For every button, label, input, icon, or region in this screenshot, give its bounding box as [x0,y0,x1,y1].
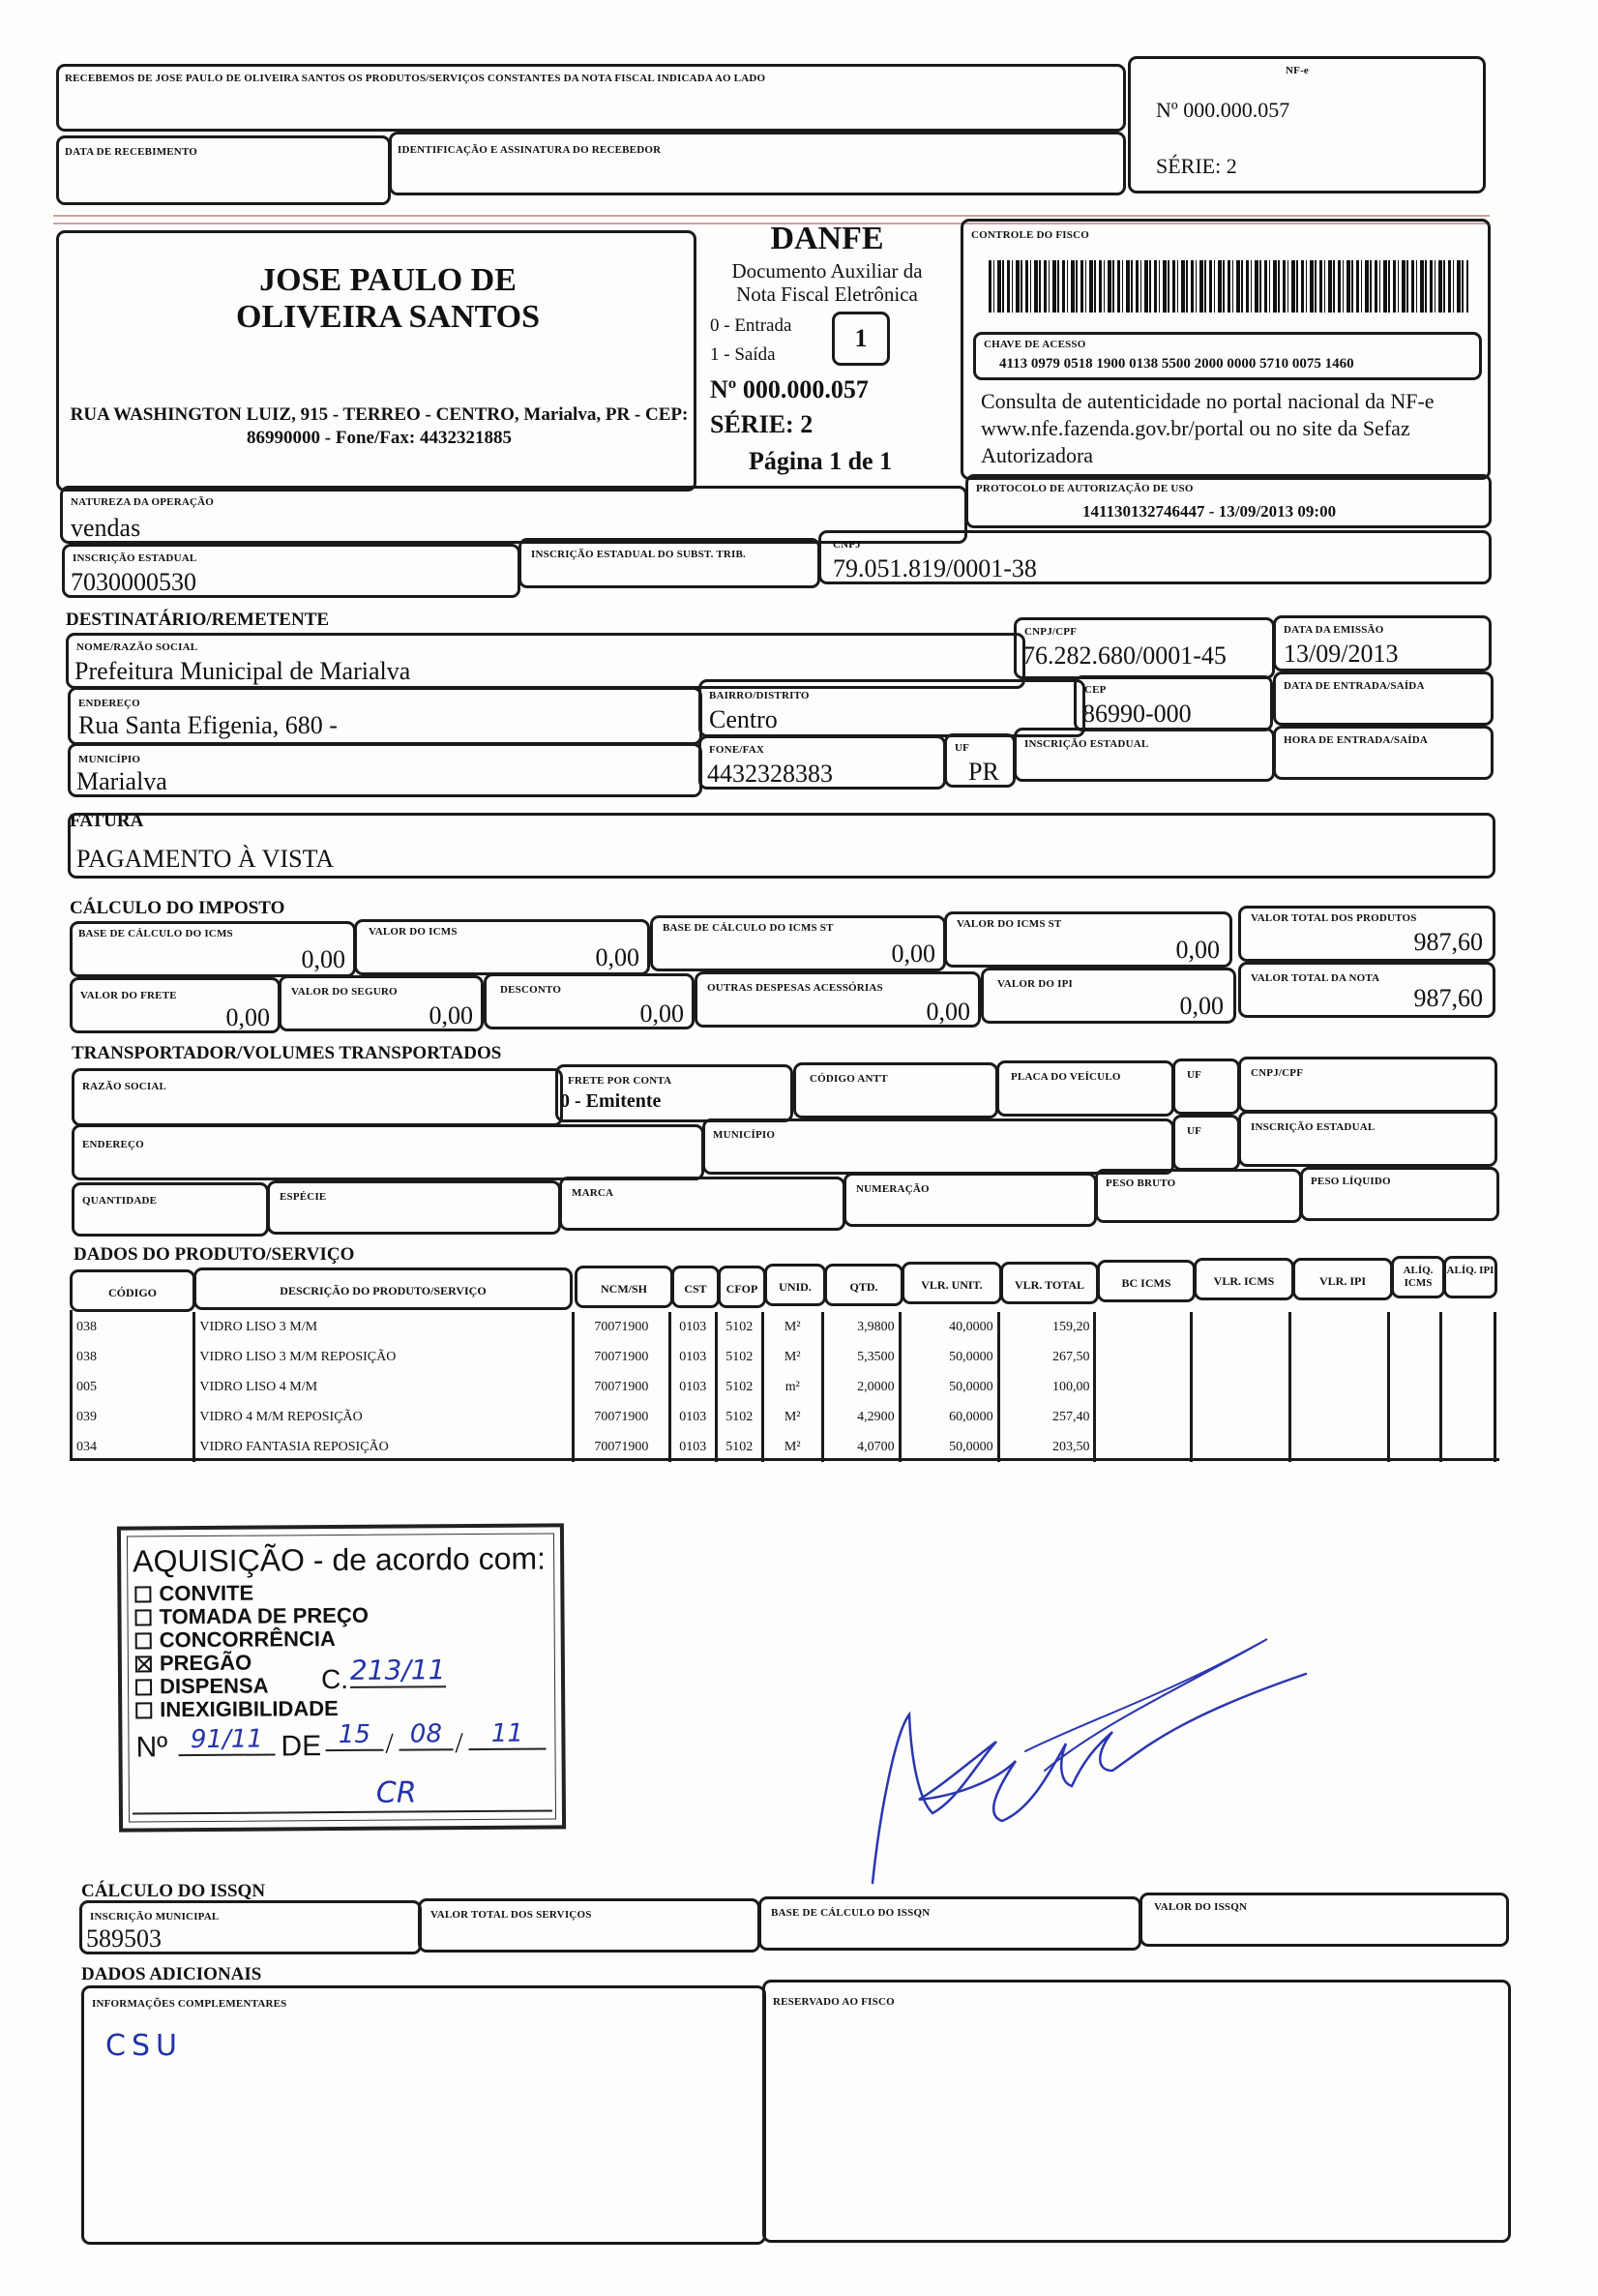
stamp-no-value: 91/11 [178,1724,275,1756]
products-table [73,1312,1496,1462]
cell-total: 159,20 [998,1312,1095,1342]
cell-cst: 0103 [669,1372,716,1402]
checkbox-convite[interactable] [134,1586,151,1602]
qty-label: QUANTIDADE [82,1195,158,1207]
plate-box [996,1060,1174,1117]
option-pregao: PREGÃO [135,1651,370,1676]
additional-section-title: DADOS ADICIONAIS [81,1964,262,1984]
recipient-cnpj-label: CNPJ/CPF [1024,626,1078,638]
cell-empty [1095,1432,1192,1462]
emission-date-label: DATA DA EMISSÃO [1284,624,1384,636]
carrier-ie-label: INSCRIÇÃO ESTADUAL [1251,1121,1376,1133]
cut-line [53,215,1490,217]
district: Centro [709,705,778,733]
issuer-name: JOSE PAULO DE OLIVEIRA SANTOS [236,262,540,335]
municipal-reg-label: INSCRIÇÃO MUNICIPAL [90,1911,220,1923]
entry-time-box [1273,726,1494,780]
freight-box [70,977,281,1033]
table-row [73,1312,1495,1342]
other-expenses: 0,00 [926,998,970,1026]
cell-empty [1192,1432,1290,1462]
total-products-label: VALOR TOTAL DOS PRODUTOS [1251,912,1417,924]
header-code: CÓDIGO [70,1269,195,1312]
protocol-box [965,474,1492,528]
cell-total: 257,40 [998,1402,1095,1432]
header-unit: UNID. [764,1264,826,1306]
base-icms-box [70,921,356,977]
fisco-control-label: CONTROLE DO FISCO [971,229,1089,241]
fisco-box [961,219,1491,480]
complementary-info-handwritten: CSU [105,2029,183,2063]
icms-label: VALOR DO ICMS [369,926,458,938]
city: Marialva [76,767,167,795]
signature-stroke [873,1674,1306,1883]
invoice-box [68,813,1495,879]
header-unit-price: VLR. UNIT. [902,1262,1002,1304]
cell-code: 005 [76,1379,97,1394]
carrier-cnpj-box [1238,1057,1497,1113]
base-icms-st-box [650,915,946,971]
option-tomada-de-preco: TOMADA DE PREÇO [134,1604,369,1629]
complementary-info-box [81,1985,766,2245]
antt-label: CÓDIGO ANTT [810,1073,888,1085]
cell-description: VIDRO 4 M/M REPOSIÇÃO [194,1402,574,1432]
recipient-name-label: NOME/RAZÃO SOCIAL [76,641,198,653]
recipient-section-title: DESTINATÁRIO/REMETENTE [66,610,330,630]
danfe-title: DANFE [770,221,884,256]
cell-qty: 2,0000 [822,1372,900,1402]
cell-empty [1290,1432,1389,1462]
stamp-day: 15 [325,1720,383,1751]
total-products: 987,60 [1413,928,1483,956]
cell-cst: 0103 [669,1432,716,1462]
cell-qty: 4,0700 [822,1432,900,1462]
cell-empty [1389,1372,1441,1402]
cell-unit-price: 50,0000 [900,1372,998,1402]
danfe-page: Página 1 de 1 [749,447,893,475]
danfe-type-value: 1 [854,324,868,352]
cell-cfop: 5102 [716,1312,762,1342]
carrier-address-box [72,1124,704,1180]
phone-box [698,735,946,790]
checkbox-concorrencia[interactable] [135,1632,152,1649]
services-total-box [418,1898,760,1953]
ie-label: INSCRIÇÃO ESTADUAL [73,552,197,564]
total-products-box [1238,906,1495,962]
cell-unit: m² [762,1372,822,1402]
cell-unit-price: 40,0000 [900,1312,998,1342]
cell-cfop: 5102 [716,1342,762,1372]
cell-empty [1440,1342,1494,1372]
cell-qty: 5,3500 [822,1342,900,1372]
cell-empty [1440,1402,1494,1432]
carrier-city-label: MUNICÍPIO [713,1129,776,1141]
table-row [73,1402,1495,1432]
cell-empty [1290,1312,1389,1342]
option-inexigibilidade: INEXIGIBILIDADE [135,1697,370,1722]
cell-empty [1389,1432,1441,1462]
stamp-c-value: 213/11 [349,1654,446,1686]
carrier-address-label: ENDEREÇO [82,1139,144,1150]
cell-ncm: 70071900 [573,1372,669,1402]
insurance-label: VALOR DO SEGURO [291,986,398,998]
checkbox-pregao-checked[interactable] [135,1655,152,1672]
net-weight-box [1300,1167,1499,1221]
discount-box [484,973,695,1029]
stamp-slash: / [385,1727,394,1760]
brand-box [559,1177,845,1231]
carrier-uf-label: UF [1187,1069,1202,1081]
issqn-value-box [1139,1893,1509,1947]
recipient-name: Prefeitura Municipal de Marialva [74,657,411,685]
receipt-signature-label: IDENTIFICAÇÃO E ASSINATURA DO RECEBEDOR [398,144,662,156]
antt-box [793,1062,998,1118]
transport-section-title: TRANSPORTADOR/VOLUMES TRANSPORTADOS [72,1043,502,1063]
acquisition-stamp [117,1523,566,1832]
carrier-name-box [72,1068,563,1126]
ie-st-label: INSCRIÇÃO ESTADUAL DO SUBST. TRIB. [531,549,746,560]
cell-empty [1095,1402,1192,1432]
freight-mode-label: FRETE POR CONTA [568,1075,672,1087]
brand-label: MARCA [572,1187,614,1199]
issuer-box [56,230,696,492]
stamp-year: 11 [468,1719,546,1751]
district-label: BAIRRO/DISTRITO [709,690,810,701]
cell-cfop: 5102 [716,1432,762,1462]
cell-description: VIDRO LISO 3 M/M [194,1312,574,1342]
cell-empty [1440,1372,1494,1402]
freight-mode-box [555,1064,793,1122]
cep-label: CEP [1084,684,1107,696]
option-convite: CONVITE [134,1581,369,1606]
tax-section-title: CÁLCULO DO IMPOSTO [70,898,285,918]
cell-empty [1192,1312,1290,1342]
qty-box [72,1182,269,1237]
entry-time-label: HORA DE ENTRADA/SAÍDA [1284,734,1429,746]
header-qty: QTD. [824,1264,903,1306]
cell-qty: 4,2900 [822,1402,900,1432]
cell-empty [1095,1372,1192,1402]
signature [851,1616,1316,1896]
carrier-uf2-box [1172,1115,1240,1171]
ipi-label: VALOR DO IPI [997,978,1073,990]
icms-box [354,919,650,975]
header-icms: VLR. ICMS [1194,1258,1294,1300]
cell-empty [1192,1372,1290,1402]
barcode [989,260,1468,313]
danfe-subtitle: Documento Auxiliar da Nota Fiscal Eletrônica [731,259,923,306]
receipt-statement: RECEBEMOS DE JOSE PAULO DE OLIVEIRA SANTOS OS PRODUTOS/SERVIÇOS CONSTANTES DA NOTA FISCAL INDICADA AO LADO [65,73,766,84]
table-row [73,1342,1495,1372]
consult-text: Consulta de autenticidade no portal nacional da NF-e www.nfe.fazenda.gov.br/portal ou no site da Sefaz Autorizadora [981,389,1435,467]
protocol-label: PROTOCOLO DE AUTORIZAÇÃO DE USO [976,483,1194,494]
danfe-series: SÉRIE: 2 [710,410,814,438]
danfe-saida: 1 - Saída [710,344,776,365]
cell-empty [1389,1402,1441,1432]
recipient-uf: PR [968,758,999,786]
ipi-box [981,968,1236,1024]
complementary-info-label: INFORMAÇÕES COMPLEMENTARES [92,1998,287,2010]
header-aliq-ipi: ALÍQ. IPI [1443,1256,1497,1298]
freight: 0,00 [225,1003,270,1031]
cell-total: 203,50 [998,1432,1095,1462]
checkbox-tomada-de-preco[interactable] [134,1609,151,1625]
access-key-box [973,332,1482,380]
receipt-nfe-box [1128,56,1486,194]
emission-date: 13/09/2013 [1284,640,1399,668]
stamp-options [134,1581,369,1722]
discount-label: DESCONTO [500,984,562,996]
issqn-section-title: CÁLCULO DO ISSQN [81,1881,266,1901]
nature: vendas [71,514,141,542]
cell-code: 039 [76,1409,97,1424]
cell-total: 267,50 [998,1342,1095,1372]
invoice-section-title: FATURA [70,811,144,831]
total-note-label: VALOR TOTAL DA NOTA [1251,972,1380,984]
insurance: 0,00 [429,1001,473,1029]
phone-label: FONE/FAX [709,744,765,756]
carrier-city-box [702,1118,1174,1175]
issuer-cnpj-label: CNPJ [833,539,861,551]
checkbox-inexigibilidade[interactable] [135,1702,152,1718]
cell-empty [1290,1402,1389,1432]
table-row [73,1432,1495,1462]
carrier-name-label: RAZÃO SOCIAL [82,1081,167,1092]
receipt-signature-box [389,132,1126,195]
access-key-label: CHAVE DE ACESSO [984,339,1086,350]
cell-empty [1389,1312,1441,1342]
header-total: VLR. TOTAL [1000,1262,1099,1304]
cell-unit-price: 50,0000 [900,1342,998,1372]
invoice-payment: PAGAMENTO À VISTA [76,845,335,873]
numbering-box [843,1173,1097,1227]
discount: 0,00 [639,999,684,1028]
recipient-address-box [68,687,702,745]
header-bc-icms: BC ICMS [1097,1260,1196,1302]
municipal-reg: 589503 [86,1924,162,1953]
cep-box [1074,675,1273,731]
icms-st: 0,00 [1175,936,1220,964]
cell-description: VIDRO FANTASIA REPOSIÇÃO [194,1432,574,1462]
danfe-block [696,221,958,482]
cell-cfop: 5102 [716,1372,762,1402]
danfe-type-box [832,312,890,366]
base-icms-st: 0,00 [891,939,935,968]
cell-cst: 0103 [669,1312,716,1342]
issuer-cnpj: 79.051.819/0001-38 [833,554,1037,582]
recipient-address-label: ENDEREÇO [78,698,140,709]
plate-label: PLACA DO VEÍCULO [1011,1071,1121,1083]
cell-code: 038 [76,1319,97,1334]
ie: 7030000530 [71,568,196,596]
ie-box [62,544,520,598]
gross-weight-label: PESO BRUTO [1106,1178,1176,1189]
cell-empty [1290,1342,1389,1372]
phone: 4432328383 [707,760,833,788]
cell-empty [1095,1312,1192,1342]
receipt-series: SÉRIE: 2 [1156,154,1237,178]
checkbox-dispensa[interactable] [135,1679,152,1695]
cell-empty [1290,1372,1389,1402]
reserved-fisco-box [762,1980,1511,2243]
cell-cfop: 5102 [716,1402,762,1432]
recipient-uf-label: UF [955,742,970,754]
cell-unit-price: 50,0000 [900,1432,998,1462]
carrier-cnpj-label: CNPJ/CPF [1251,1067,1304,1079]
total-note: 987,60 [1413,984,1483,1012]
net-weight-label: PESO LÍQUIDO [1311,1176,1391,1187]
receipt-number: Nº 000.000.057 [1156,98,1290,122]
receipt-statement-box [56,64,1126,132]
issqn-base-box [758,1896,1141,1951]
cell-ncm: 70071900 [573,1432,669,1462]
table-row [73,1372,1495,1402]
cell-code: 034 [76,1439,97,1454]
cell-unit: M² [762,1432,822,1462]
base-icms-st-label: BASE DE CÁLCULO DO ICMS ST [663,922,834,934]
header-cfop: CFOP [718,1266,766,1308]
numbering-label: NUMERAÇÃO [856,1183,930,1195]
ipi: 0,00 [1179,992,1224,1020]
icms-st-label: VALOR DO ICMS ST [957,918,1062,930]
insurance-box [279,975,484,1031]
cell-code: 038 [76,1349,97,1364]
protocol: 141130132746447 - 13/09/2013 09:00 [1082,502,1337,521]
recipient-address: Rua Santa Efigenia, 680 - [78,711,338,739]
municipal-reg-box [79,1900,422,1954]
carrier-uf2-label: UF [1187,1125,1202,1137]
cell-empty [1440,1312,1494,1342]
reserved-fisco-label: RESERVADO AO FISCO [773,1996,895,2008]
cell-ncm: 70071900 [573,1312,669,1342]
cell-description: VIDRO LISO 3 M/M REPOSIÇÃO [194,1342,574,1372]
cell-unit-price: 60,0000 [900,1402,998,1432]
stamp-de-label: DE [281,1730,322,1763]
cell-unit: M² [762,1312,822,1342]
stamp-c-label: C. [320,1663,349,1695]
stamp-month: 08 [399,1719,453,1750]
issuer-address: RUA WASHINGTON LUIZ, 915 - TERREO - CENTRO, Marialva, PR - CEP: 86990000 - Fone/Fax: 4432321885 [70,404,689,448]
other-expenses-box [695,971,981,1028]
cell-empty [1192,1402,1290,1432]
cell-ncm: 70071900 [573,1402,669,1432]
option-concorrencia: CONCORRÊNCIA [135,1627,370,1653]
products-section-title: DADOS DO PRODUTO/SERVIÇO [74,1244,355,1265]
species-box [267,1180,561,1235]
header-ncm: NCM/SH [575,1266,673,1308]
issqn-value-label: VALOR DO ISSQN [1154,1901,1248,1913]
header-cst: CST [671,1266,720,1308]
city-box [68,743,702,797]
cep: 86990-000 [1082,700,1192,728]
recipient-ie-label: INSCRIÇÃO ESTADUAL [1024,738,1149,750]
cell-unit: M² [762,1402,822,1432]
header-ipi: VLR. IPI [1292,1258,1393,1300]
danfe-number: Nº 000.000.057 [710,375,869,403]
cell-total: 100,00 [998,1372,1095,1402]
cell-cst: 0103 [669,1402,716,1432]
cell-empty [1192,1342,1290,1372]
receipt-date-box [56,135,391,205]
issuer-cnpj-box [818,530,1492,584]
stamp-slash: / [455,1727,463,1760]
emission-date-box [1273,615,1492,671]
recipient-cnpj: 76.282.680/0001-45 [1022,641,1227,670]
entry-date-box [1273,671,1494,726]
freight-mode: 0 - Emitente [560,1090,662,1112]
cell-empty [1440,1432,1494,1462]
cell-empty [1095,1342,1192,1372]
access-key: 4113 0979 0518 1900 0138 5500 2000 0000 5710 0075 1460 [999,356,1354,372]
city-label: MUNICÍPIO [78,754,141,765]
services-total-label: VALOR TOTAL DOS SERVIÇOS [430,1909,592,1921]
icms-st-box [944,911,1232,968]
issqn-base-label: BASE DE CÁLCULO DO ISSQN [771,1907,931,1919]
recipient-uf-box [944,733,1016,788]
receipt-date-label: DATA DE RECEBIMENTO [65,146,198,158]
stamp-no-label: Nº [135,1731,168,1764]
danfe-entrada: 0 - Entrada [710,315,792,336]
total-note-box [1238,962,1495,1018]
header-aliq-icms: ALÍQ. ICMS [1391,1256,1445,1298]
freight-label: VALOR DO FRETE [80,990,177,1001]
header-description: DESCRIÇÃO DO PRODUTO/SERVIÇO [193,1267,573,1310]
cell-qty: 3,9800 [822,1312,900,1342]
nature-label: NATUREZA DA OPERAÇÃO [71,496,215,508]
recipient-cnpj-box [1014,617,1275,679]
receipt-nfe-label: NF-e [1286,65,1310,76]
cell-unit: M² [762,1342,822,1372]
stamp-initials: CR [375,1775,417,1810]
cell-description: VIDRO LISO 4 M/M [194,1372,574,1402]
base-icms-label: BASE DE CÁLCULO DO ICMS [78,928,233,939]
entry-date-label: DATA DE ENTRADA/SAÍDA [1284,680,1425,692]
other-expenses-label: OUTRAS DESPESAS ACESSÓRIAS [707,982,883,994]
stamp-title: AQUISIÇÃO - de acordo com: [133,1540,547,1579]
species-label: ESPÉCIE [280,1191,327,1203]
cell-empty [1389,1342,1441,1372]
gross-weight-box [1095,1169,1302,1223]
carrier-ie-box [1238,1111,1497,1167]
base-icms: 0,00 [301,945,345,973]
ie-st-box [518,538,820,588]
option-dispensa: DISPENSA [135,1674,370,1699]
cell-cst: 0103 [669,1342,716,1372]
icms: 0,00 [595,943,639,971]
cell-ncm: 70071900 [573,1342,669,1372]
carrier-uf-box [1172,1059,1240,1115]
recipient-ie-box [1014,728,1275,782]
